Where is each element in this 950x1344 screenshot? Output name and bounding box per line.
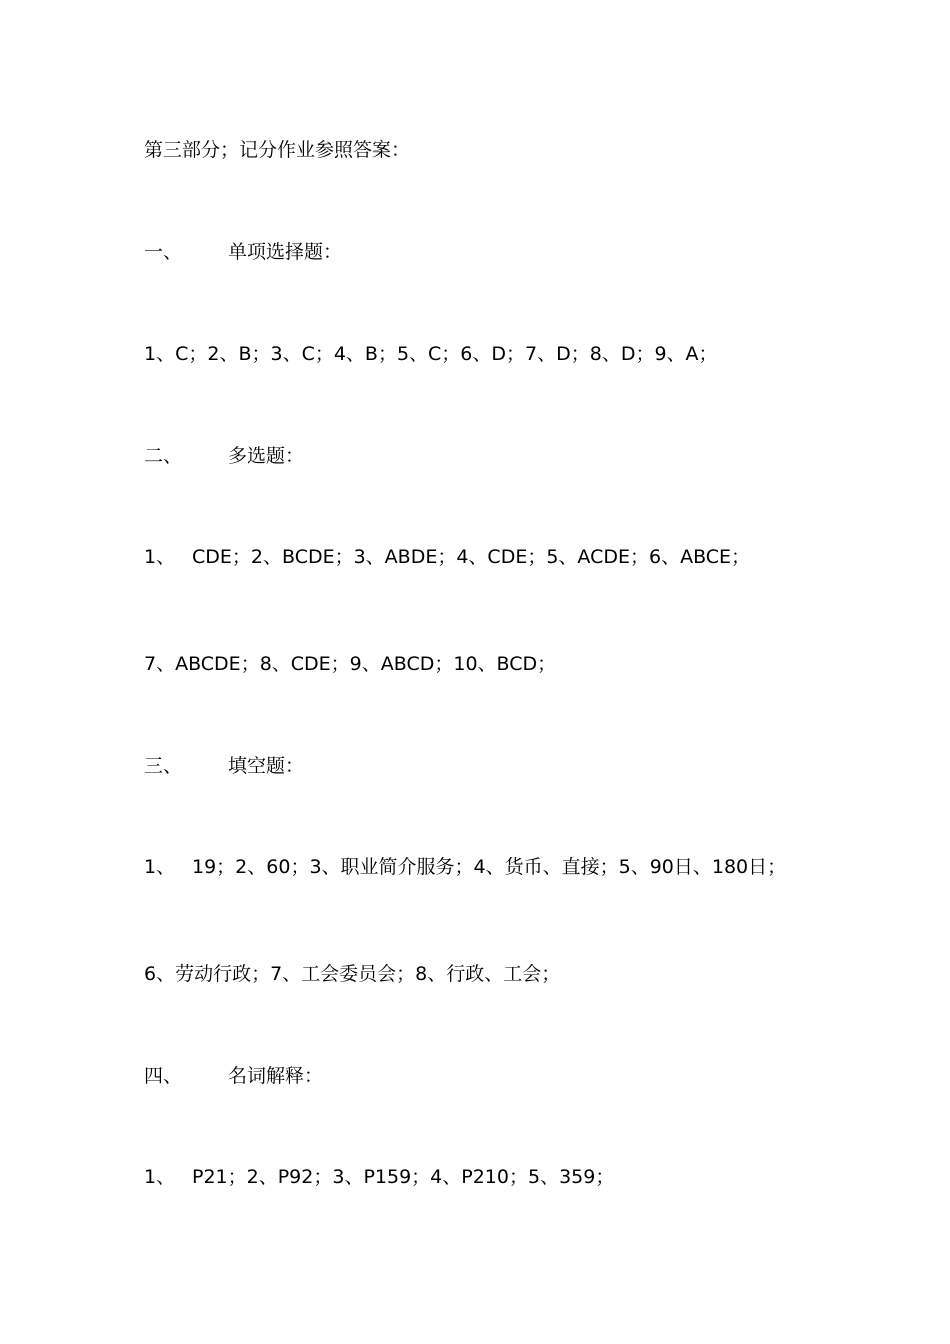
list-number: 1、 bbox=[144, 1166, 176, 1188]
section-heading-2 bbox=[144, 444, 304, 468]
answer-line: 6、劳动行政；7、工会委员会；8、行政、工会； bbox=[144, 963, 561, 985]
answer-line: 7、ABCDE；8、CDE；9、ABCD；10、BCD； bbox=[144, 653, 557, 675]
section-heading-text: 名词解释： bbox=[228, 1065, 324, 1087]
section-number: 一、 bbox=[144, 241, 183, 263]
list-number: 1、 bbox=[144, 546, 176, 568]
section-heading-text: 多选题： bbox=[228, 445, 305, 467]
answer-line bbox=[144, 1165, 614, 1189]
answer-line: 1、C；2、B；3、C；4、B；5、C；6、D；7、D；8、D；9、A； bbox=[144, 343, 718, 365]
section-number: 四、 bbox=[144, 1065, 183, 1087]
answer-text: 19；2、60；3、职业简介服务；4、货币、直接；5、90日、180日； bbox=[192, 856, 787, 878]
answer-text: CDE；2、BCDE；3、ABDE；4、CDE；5、ACDE；6、ABCE； bbox=[192, 546, 751, 568]
section-heading-3 bbox=[144, 754, 304, 778]
section-heading-4 bbox=[144, 1064, 323, 1088]
answer-line bbox=[144, 855, 786, 879]
document-title: 第三部分；记分作业参照答案： bbox=[144, 139, 411, 161]
section-number: 二、 bbox=[144, 445, 183, 467]
section-heading-1 bbox=[144, 240, 342, 264]
section-heading-text: 填空题： bbox=[228, 755, 305, 777]
answer-line bbox=[144, 545, 750, 569]
list-number: 1、 bbox=[144, 856, 176, 878]
section-heading-text: 单项选择题： bbox=[228, 241, 343, 263]
answer-text: P21；2、P92；3、P159；4、P210；5、359； bbox=[192, 1166, 615, 1188]
section-number: 三、 bbox=[144, 755, 183, 777]
